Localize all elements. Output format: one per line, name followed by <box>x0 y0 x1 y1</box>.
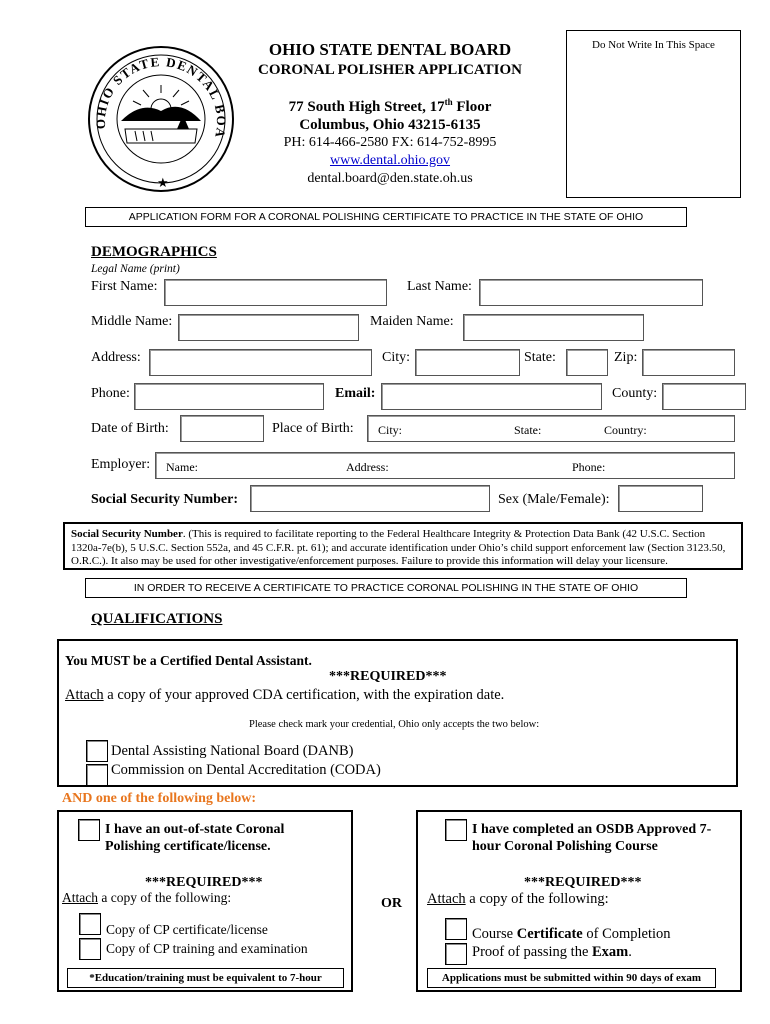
application-title: CORONAL POLISHER APPLICATION <box>258 62 522 78</box>
dob-label: Date of Birth: <box>91 421 169 436</box>
coda-checkbox[interactable] <box>86 764 108 786</box>
city-field[interactable] <box>415 349 520 376</box>
dob-field[interactable] <box>180 415 264 442</box>
ssn-field[interactable] <box>250 485 490 512</box>
website-link[interactable]: www.dental.ohio.gov <box>329 153 451 168</box>
employer-phone-hint: Phone: <box>572 460 606 474</box>
state-field[interactable] <box>566 349 608 376</box>
pob-country-hint: Country: <box>604 423 647 437</box>
svg-text:OHIO STATE DENTAL BOARD <box>85 45 229 140</box>
address-label: Address: <box>91 350 141 365</box>
street-address: 77 South High Street, 17th Floor <box>288 97 492 115</box>
cp-certificate-checkbox[interactable] <box>79 913 101 935</box>
ssn-notice: Social Security Number. (This is required to facilitate reporting to the Federal Healthcare Integrity & Protection Data Bank (42 U.S.C. Section 1320a-7e(b), 5 U.S.C. Section 552a, and 45 C.F.R. pt. 61); and accurate identification under Ohio’s child support enforcement law (Section 3123.50, O.R.C.). It also may be used for other investigative/enforcement purposes. Failure to provide this information will delay your licensure. <box>63 522 743 570</box>
cda-attach-text: Attach a copy of your approved CDA certification, with the expiration date. <box>65 687 505 703</box>
county-label: County: <box>612 386 658 401</box>
zip-label: Zip: <box>614 350 638 365</box>
phone-label: Phone: <box>91 386 130 401</box>
pob-city-hint: City: <box>378 423 403 437</box>
out-of-state-checkbox[interactable] <box>78 819 100 841</box>
course-certificate-label: Course Certificate of Completion <box>472 926 671 942</box>
seal-text: OHIO STATE DENTAL BOA <box>92 53 230 141</box>
maiden-name-label: Maiden Name: <box>370 314 454 329</box>
state-label: State: <box>524 350 556 365</box>
and-one-heading: AND one of the following below: <box>62 791 257 806</box>
maiden-name-field[interactable] <box>463 314 644 341</box>
certificate-banner: IN ORDER TO RECEIVE A CERTIFICATE TO PRACTICE CORONAL POLISHING IN THE STATE OF OHIO <box>85 578 687 598</box>
employer-label: Employer: <box>91 457 151 472</box>
address-field[interactable] <box>149 349 372 376</box>
board-email: dental.board@den.state.oh.us <box>307 171 473 186</box>
employer-field[interactable] <box>155 452 735 479</box>
middle-name-label: Middle Name: <box>91 314 173 329</box>
osdb-course-option-box <box>416 810 742 992</box>
zip-field[interactable] <box>642 349 735 376</box>
cp-certificate-label: Copy of CP certificate/license <box>106 922 268 937</box>
exam-proof-checkbox[interactable] <box>445 943 467 965</box>
qualifications-heading: QUALIFICATIONS <box>91 611 223 627</box>
middle-name-field[interactable] <box>178 314 359 341</box>
danb-checkbox[interactable] <box>86 740 108 762</box>
email-label: Email: <box>335 386 376 401</box>
office-use-box <box>566 30 741 198</box>
credential-check-note: Please check mark your credential, Ohio only accepts the two below: <box>249 719 540 730</box>
legal-name-note: Legal Name (print) <box>91 263 180 275</box>
first-name-field[interactable] <box>164 279 387 306</box>
cp-training-checkbox[interactable] <box>79 938 101 960</box>
email-field[interactable] <box>381 383 602 410</box>
cda-requirement-box <box>57 639 738 787</box>
ssn-label: Social Security Number: <box>91 492 238 507</box>
first-name-label: First Name: <box>91 279 158 294</box>
employer-name-hint: Name: <box>166 460 198 474</box>
out-of-state-title: I have an out-of-state Coronal Polishing certificate/license. <box>105 822 285 854</box>
cda-must-text: You MUST be a Certified Dental Assistant. <box>65 653 312 668</box>
city-label: City: <box>382 350 411 365</box>
out-of-state-option-box <box>57 810 353 992</box>
pob-label: Place of Birth: <box>272 421 354 436</box>
pob-field[interactable] <box>367 415 735 442</box>
osdb-course-attach: Attach a copy of the following: <box>427 891 609 907</box>
last-name-field[interactable] <box>479 279 703 306</box>
coda-label: Commission on Dental Accreditation (CODA) <box>111 762 381 778</box>
danb-label: Dental Assisting National Board (DANB) <box>111 743 354 759</box>
osdb-course-title: I have completed an OSDB Approved 7-hour Coronal Polishing Course <box>472 822 712 854</box>
course-certificate-checkbox[interactable] <box>445 918 467 940</box>
employer-address-hint: Address: <box>346 460 389 474</box>
seal-star: ★ <box>157 175 169 190</box>
or-label: OR <box>381 896 402 911</box>
state-seal <box>85 45 237 193</box>
demographics-heading: DEMOGRAPHICS <box>91 244 217 260</box>
sex-label: Sex (Male/Female): <box>498 492 610 507</box>
city-line: Columbus, Ohio 43215-6135 <box>299 117 481 133</box>
cp-training-label: Copy of CP training and examination <box>106 941 308 956</box>
osdb-course-required: ***REQUIRED*** <box>524 875 642 890</box>
office-use-label: Do Not Write In This Space <box>592 39 715 51</box>
board-title: OHIO STATE DENTAL BOARD <box>268 40 512 59</box>
out-of-state-required: ***REQUIRED*** <box>145 875 263 890</box>
phone-fax-line: PH: 614-466-2580 FX: 614-752-8995 <box>283 135 497 150</box>
equivalence-note: *Education/training must be equivalent to 7-hour <box>67 968 344 988</box>
county-field[interactable] <box>662 383 746 410</box>
exam-proof-label: Proof of passing the Exam. <box>472 944 632 960</box>
application-banner: APPLICATION FORM FOR A CORONAL POLISHING CERTIFICATE TO PRACTICE IN THE STATE OF OHIO <box>85 207 687 227</box>
last-name-label: Last Name: <box>407 279 472 294</box>
submission-deadline-note: Applications must be submitted within 90 days of exam <box>427 968 716 988</box>
sex-field[interactable] <box>618 485 703 512</box>
phone-field[interactable] <box>134 383 324 410</box>
out-of-state-attach: Attach a copy of the following: <box>62 890 232 905</box>
pob-state-hint: State: <box>514 423 542 437</box>
osdb-course-checkbox[interactable] <box>445 819 467 841</box>
cda-required-text: ***REQUIRED*** <box>329 669 447 684</box>
